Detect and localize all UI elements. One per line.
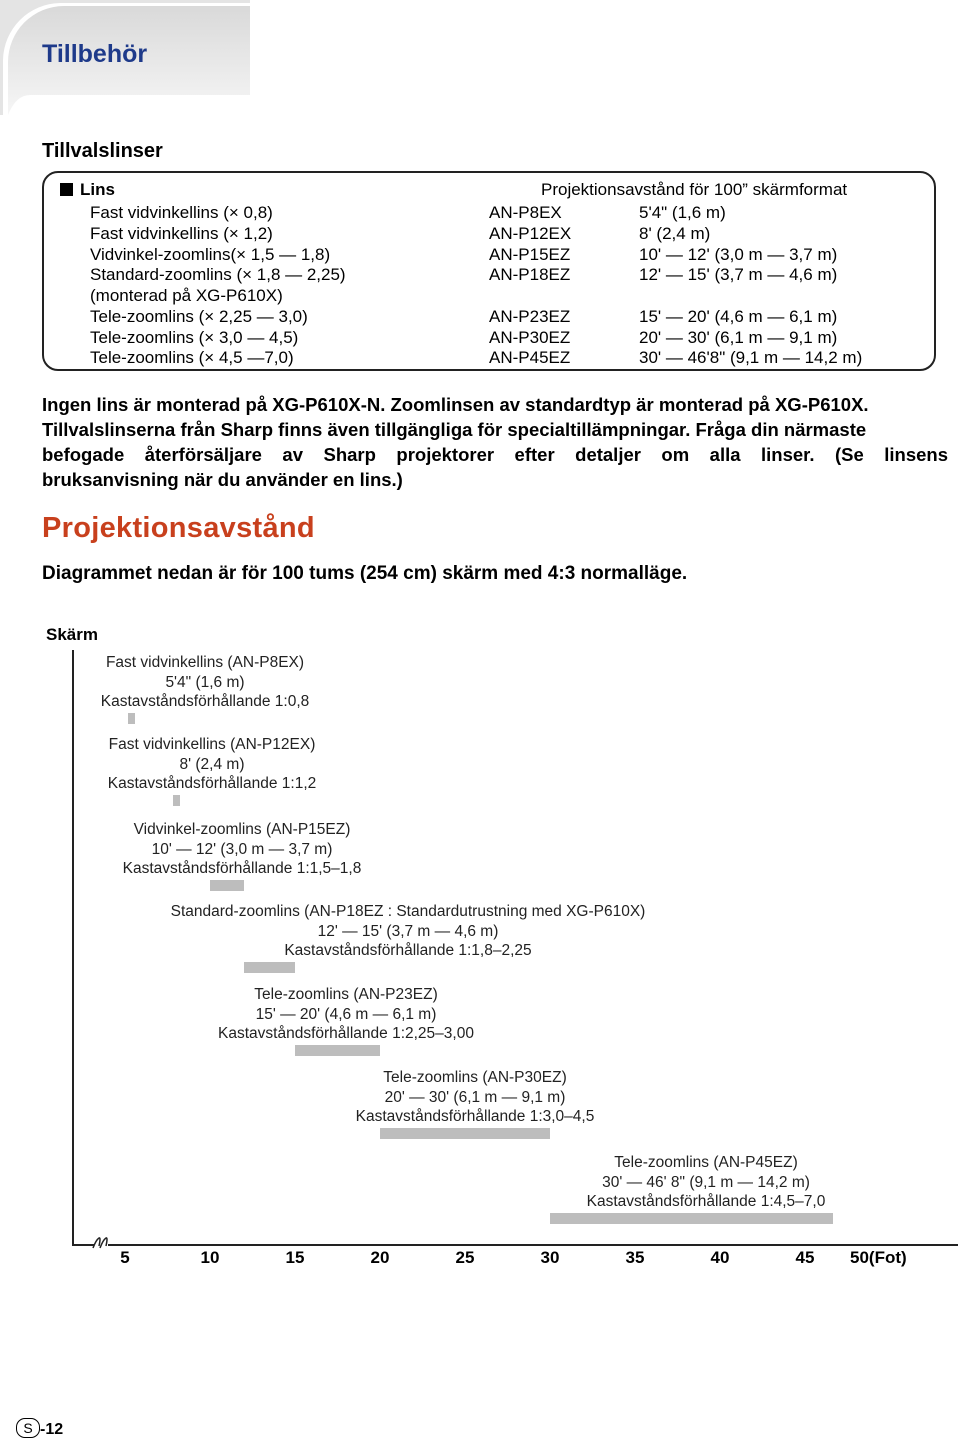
distance-range-bar xyxy=(210,880,244,891)
page-number: -12 xyxy=(40,1421,64,1438)
lens-model: AN-P45EZ xyxy=(489,348,571,367)
lens-name-note: (monterad på XG-P610X) xyxy=(90,286,283,305)
page-title: Tillbehör xyxy=(42,40,148,68)
distance-range-bar xyxy=(295,1045,380,1056)
lens-model: AN-P23EZ xyxy=(489,307,571,326)
x-tick-label: 45 xyxy=(795,1248,815,1267)
lens-model: AN-P12EX xyxy=(489,224,572,243)
distance-range-bar xyxy=(173,795,180,806)
lens-label-distance: 5'4" (1,6 m) xyxy=(165,673,245,691)
lens-name: Vidvinkel-zoomlins(× 1,5 — 1,8) xyxy=(90,245,331,264)
lens-range-label xyxy=(108,902,708,961)
lens-model: AN-P15EZ xyxy=(489,245,571,264)
section-subtitle: Diagrammet nedan är för 100 tums (254 cm) skärm med 4:3 normalläge. xyxy=(42,563,688,584)
lens-label-ratio: Kastavståndsförhållande 1:3,0–4,5 xyxy=(355,1108,595,1125)
note-line: befogade återförsäljare av Sharp projektorer efter detaljer om alla linser. (Se linsens xyxy=(42,444,948,465)
lens-model: AN-P8EX xyxy=(489,203,562,222)
language-badge: S xyxy=(16,1418,40,1438)
lens-label-name: Tele-zoomlins (AN-P23EZ) xyxy=(254,986,438,1003)
lens-label-distance: 30' — 46' 8" (9,1 m — 14,2 m) xyxy=(602,1173,810,1191)
lens-label-distance: 15' — 20' (4,6 m — 6,1 m) xyxy=(255,1005,437,1023)
lens-label-name: Standard-zoomlins (AN-P18EZ : Standardutrustning med XG-P610X) xyxy=(170,903,646,920)
lens-label-ratio: Kastavståndsförhållande 1:1,8–2,25 xyxy=(284,942,532,959)
x-tick-label: 25 xyxy=(455,1248,475,1267)
lens-range-label xyxy=(0,653,505,712)
lens-range-label xyxy=(406,1153,960,1212)
x-tick-label: 30 xyxy=(540,1248,560,1267)
lens-label-distance: 20' — 30' (6,1 m — 9,1 m) xyxy=(384,1088,566,1106)
lens-label-distance: 12' — 15' (3,7 m — 4,6 m) xyxy=(317,922,499,940)
lens-distance: 20' — 30' (6,1 m — 9,1 m) xyxy=(639,328,838,347)
screen-label: Skärm xyxy=(46,625,98,644)
note-line: bruksanvisning när du använder en lins.) xyxy=(42,469,403,490)
lens-label-distance: 8' (2,4 m) xyxy=(179,755,245,773)
lens-label-ratio: Kastavståndsförhållande 1:1,2 xyxy=(107,775,317,792)
distance-range-bar xyxy=(550,1213,833,1224)
lens-name: Fast vidvinkellins (× 0,8) xyxy=(90,203,273,222)
lens-range-label xyxy=(0,820,542,879)
lens-model: AN-P30EZ xyxy=(489,328,571,347)
lens-distance: 15' — 20' (4,6 m — 6,1 m) xyxy=(639,307,838,326)
x-tick-label: 10 xyxy=(200,1248,220,1267)
page-footer xyxy=(16,1418,63,1439)
x-tick-label: 50(Fot) xyxy=(850,1248,907,1267)
distance-column-header: Projektionsavstånd för 100” skärmformat xyxy=(541,180,848,199)
lens-label-ratio: Kastavståndsförhållande 1:4,5–7,0 xyxy=(586,1193,826,1210)
distance-range-bar xyxy=(244,962,295,973)
lens-label-distance: 10' — 12' (3,0 m — 3,7 m) xyxy=(151,840,333,858)
x-tick-label: 15 xyxy=(285,1248,305,1267)
lens-distance: 30' — 46'8" (9,1 m — 14,2 m) xyxy=(639,348,863,367)
lens-distance: 5'4" (1,6 m) xyxy=(639,203,726,222)
lens-name: Tele-zoomlins (× 4,5 —7,0) xyxy=(90,348,294,367)
lens-model: AN-P18EZ xyxy=(489,265,571,284)
lens-distance: 10' — 12' (3,0 m — 3,7 m) xyxy=(639,245,838,264)
x-tick-label: 40 xyxy=(710,1248,730,1267)
lens-range-label xyxy=(175,1068,775,1127)
square-bullet-icon xyxy=(60,183,73,196)
x-tick-label: 20 xyxy=(370,1248,390,1267)
note-line: Ingen lins är monterad på XG-P610X-N. Zoomlinsen av standardtyp är monterad på XG-P610X. xyxy=(42,394,869,415)
lens-label-ratio: Kastavståndsförhållande 1:2,25–3,00 xyxy=(218,1025,474,1042)
note-line: Tillvalslinserna från Sharp finns även tillgängliga för specialtillämpningar. Fråga din närmaste xyxy=(42,419,867,440)
lens-label-name: Fast vidvinkellins (AN-P12EX) xyxy=(108,736,316,753)
lens-note xyxy=(42,392,948,492)
x-tick-label: 35 xyxy=(625,1248,645,1267)
distance-range-bar xyxy=(380,1128,550,1139)
lens-distance: 12' — 15' (3,7 m — 4,6 m) xyxy=(639,265,838,284)
lens-column-header: Lins xyxy=(60,180,115,200)
lens-name: Standard-zoomlins (× 1,8 — 2,25) xyxy=(90,265,346,284)
optional-lenses-heading: Tillvalslinser xyxy=(42,140,163,162)
x-tick-label: 5 xyxy=(120,1248,130,1267)
x-axis-line xyxy=(72,1244,958,1246)
lens-name: Fast vidvinkellins (× 1,2) xyxy=(90,224,273,243)
distance-range-bar xyxy=(128,713,135,724)
lens-label-name: Tele-zoomlins (AN-P30EZ) xyxy=(383,1069,567,1086)
lens-label-ratio: Kastavståndsförhållande 1:1,5–1,8 xyxy=(122,860,362,877)
axis-break-icon xyxy=(92,1228,112,1250)
lens-range-label xyxy=(46,985,646,1044)
lens-label-name: Tele-zoomlins (AN-P45EZ) xyxy=(614,1154,798,1171)
lens-name: Tele-zoomlins (× 2,25 — 3,0) xyxy=(90,307,308,326)
section-heading: Projektionsavstånd xyxy=(42,512,315,544)
lens-distance: 8' (2,4 m) xyxy=(639,224,711,243)
lens-label-name: Vidvinkel-zoomlins (AN-P15EZ) xyxy=(133,821,351,838)
lens-name: Tele-zoomlins (× 3,0 — 4,5) xyxy=(90,328,299,347)
lens-label-name: Fast vidvinkellins (AN-P8EX) xyxy=(105,654,305,671)
lens-label-ratio: Kastavståndsförhållande 1:0,8 xyxy=(100,693,310,710)
lens-range-label xyxy=(0,735,512,794)
